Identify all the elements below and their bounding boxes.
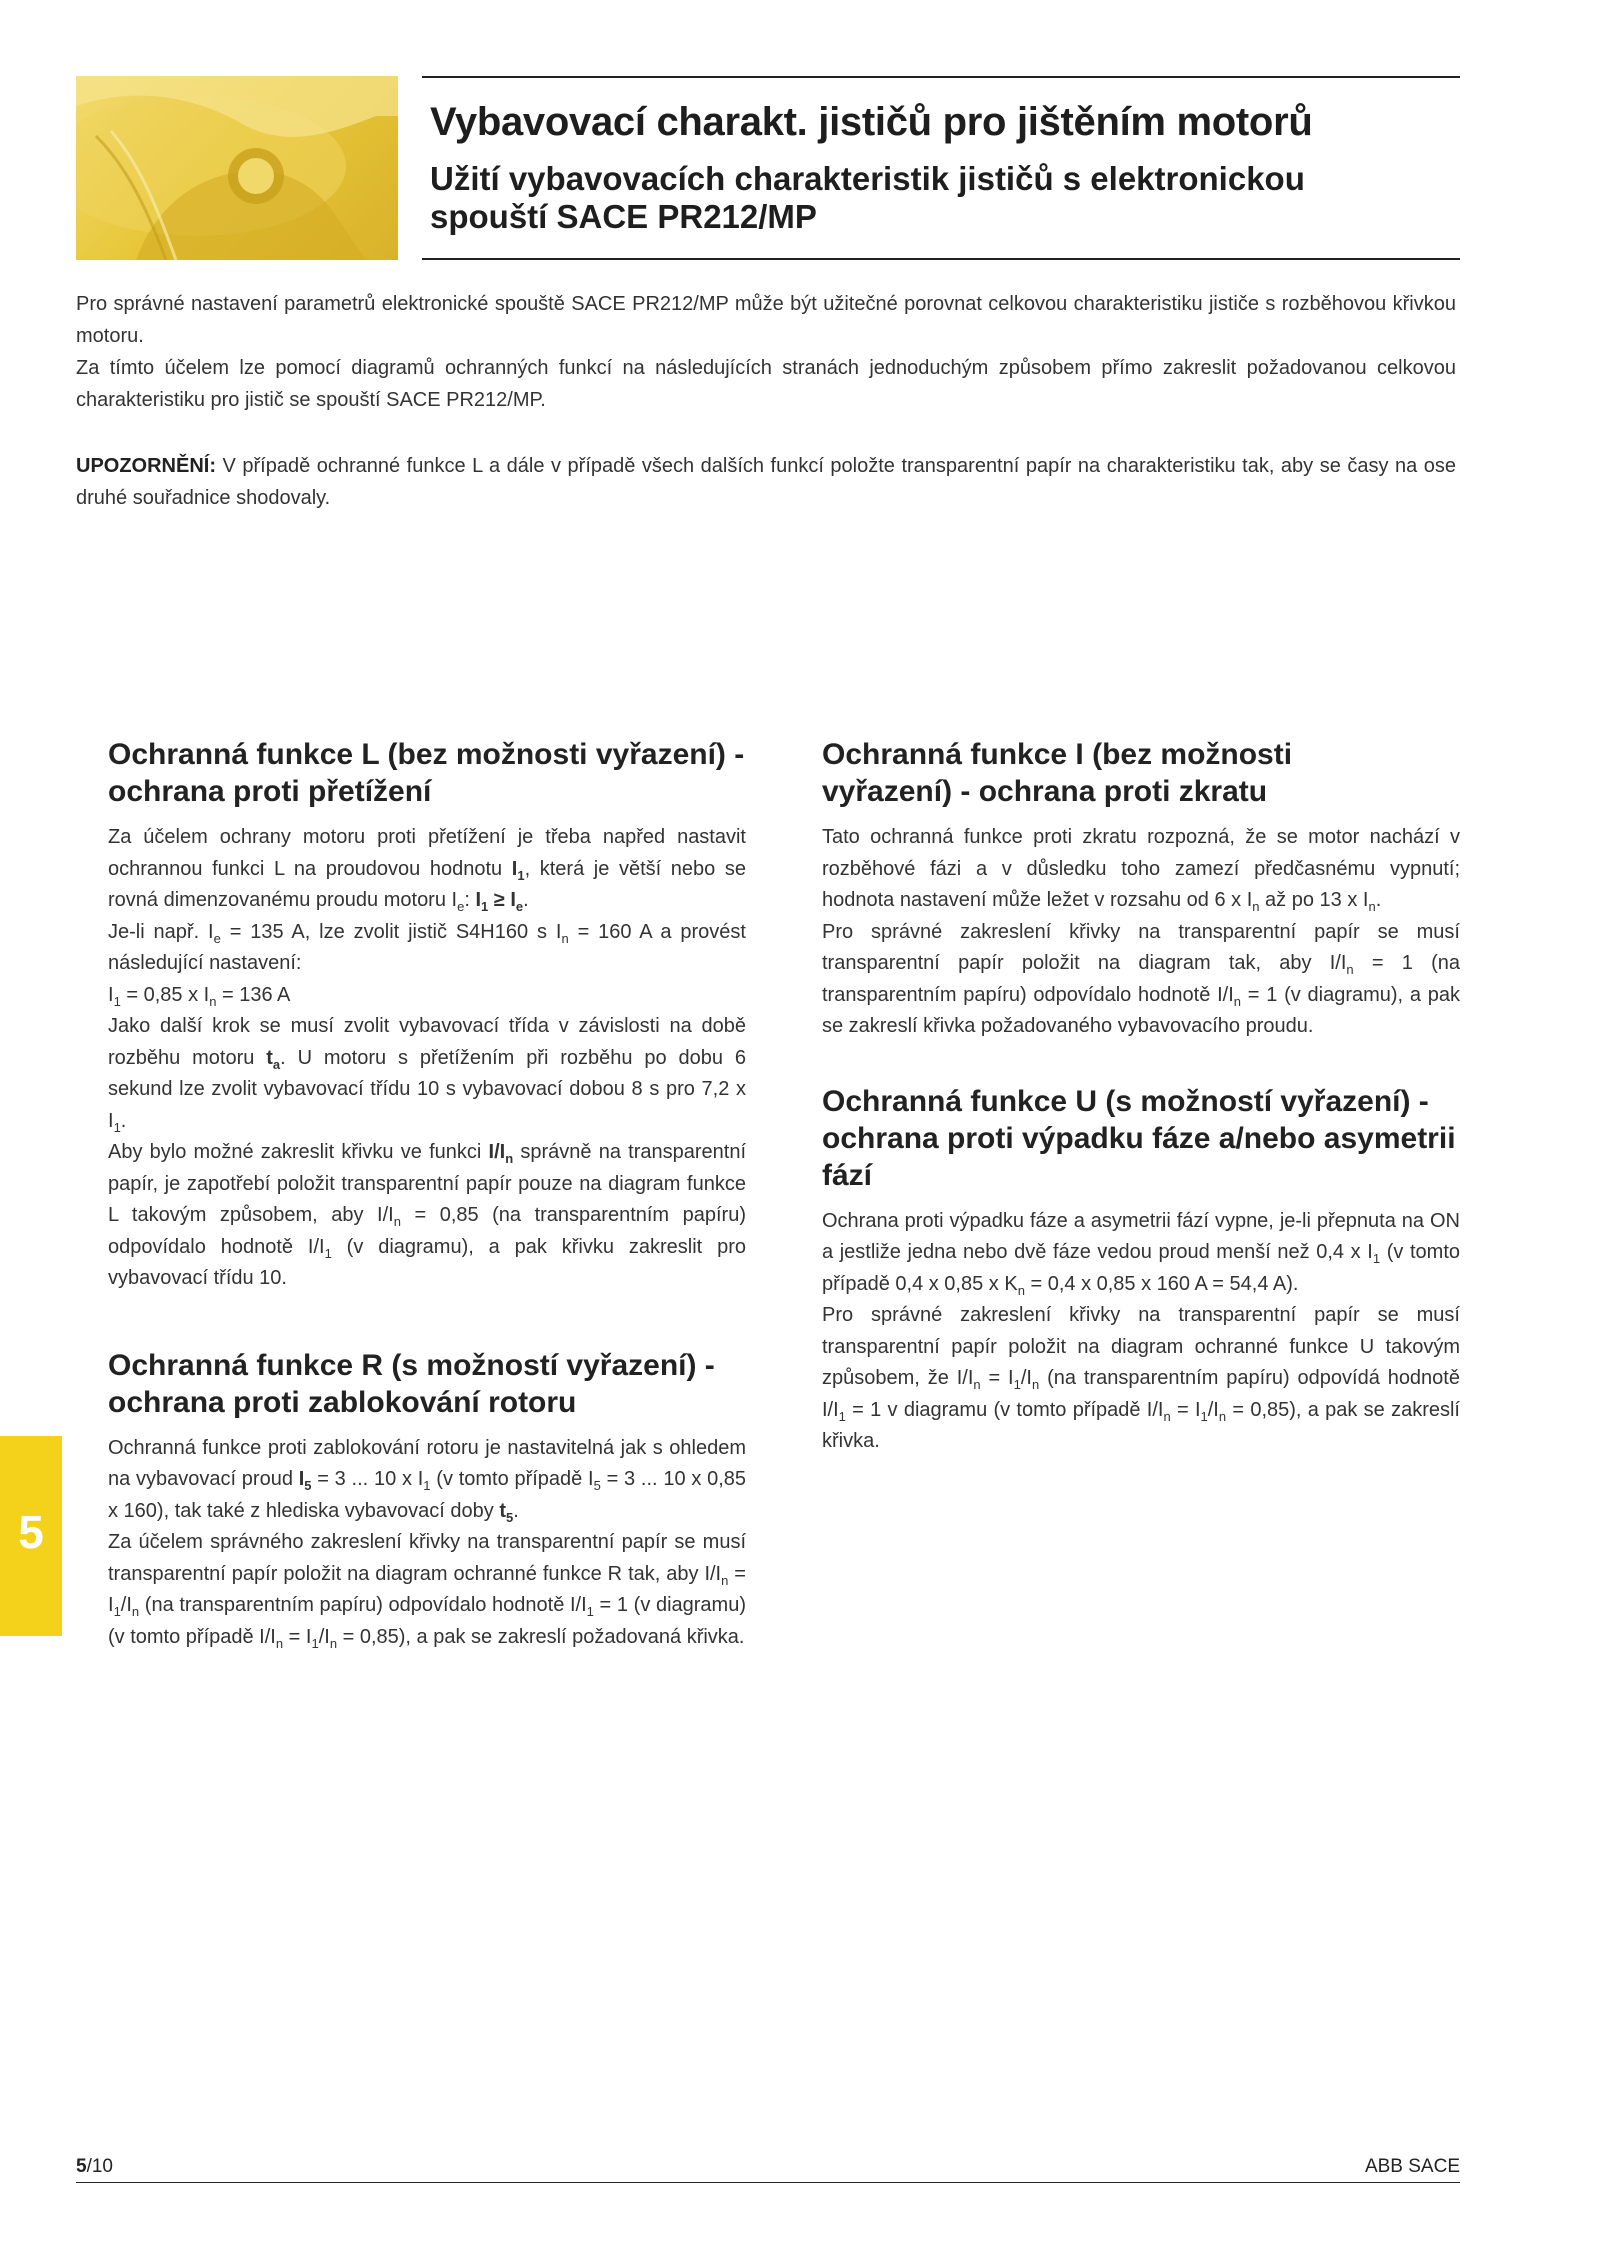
section-l-heading: Ochranná funkce L (bez možnosti vyřazení) - ochrana proti přetížení — [108, 738, 745, 808]
warning-label: UPOZORNĚNÍ: — [76, 455, 216, 477]
left-column — [108, 736, 746, 1653]
section-r-heading: Ochranná funkce R (s možností vyřazení) - ochrana proti zablokování rotoru — [108, 1348, 715, 1419]
section-l-body: Za účelem ochrany motoru proti přetížení je třeba napřed nastavit ochrannou funkci L na proudovou hodnotu $I_1$, která je větší nebo se rovná dimenzovanému proudu motoru $I_e$: $I_1 \ge I_e$. Je-li např. $I_e = 135$ A, lze zvolit jistič S4H160 s $I_n = 160$ A a provést následující nastavení: $I_1 = 0,85$ x $I_n = 136$ A Jako další krok se musí zvolit vybavovací třída v závislosti na době rozběhu motoru $t_a$. U motoru s přetížením při rozběhu po dobu 6 sekund lze zvolit vybavovací třídu 10 s vybavovací dobou 8 s pro 7,2 x $I_1$. Aby bylo možné zakreslit křivku ve funkci $I/I_n$ správně na transparentní papír, je zapotřebí položit transparentní papír pouze na diagram funkce L takovým způsobem, aby $I/I_n = 0,85$ (na transparentním papíru) odpovídalo hodnotě $I/I_1$ (v diagramu), a pak křivku zakreslit pro vybavovací třídu 10. — [108, 826, 747, 1289]
section-u-body: Ochrana proti výpadku fáze a asymetrii fází vypne, je-li přepnuta na ON a jestliže jedna nebo dvě fáze vedou proud menší než 0,4 x $I_1$ (v tomto případě 0,4 x 0,85 x $K_n = 0,4$ x 0,85 x 160 A = 54,4 A). Pro správné zakreslení křivky na transparentní papír se musí transparentní papír položit na diagram ochranné funkce U takovým způsobem, že $I/I_n = I_1/I_n$ (na transparentním papíru) odpovídá hodnotě $I/I_1 = 1$ v diagramu (v tomto případě $I/I_n = I_1/I_n = 0,85$), a pak se zakreslí křivka. — [822, 1209, 1461, 1452]
company-name: ABB SACE — [1364, 2156, 1460, 2177]
chapter-number: 5 — [18, 1506, 44, 1558]
intro-paragraph-1: Pro správné nastavení parametrů elektronické spouště SACE PR212/MP může být užitečné porovnat celkovou charakteristiku jističe s rozběhovou křivkou motoru. — [76, 293, 1456, 347]
section-i-body: Tato ochranná funkce proti zkratu rozpozná, že se motor nachází v rozběhové fázi a v důsledku toho zamezí předčasnému vypnutí; hodnota nastavení může ležet v rozsahu od 6 x $I_n$ až po 13 x $I_n$. Pro správné zakreslení křivky na transparentní papír se musí transparentní papír položit na diagram tak, aby $I/I_n = 1$ (na transparentním papíru) odpovídalo hodnotě $I/I_n = 1$ (v diagramu), a pak se zakreslí křivka požadovaného vybavovacího proudu. — [822, 826, 1460, 1037]
section-u-heading: Ochranná funkce U (s možností vyřazení) - ochrana proti výpadku fáze a/nebo asymetrii fází — [822, 1084, 1456, 1192]
page-number — [76, 2156, 113, 2178]
footer-rule — [76, 2182, 1460, 2183]
section-i-heading: Ochranná funkce I (bez možnosti vyřazení) - ochrana proti zkratu — [822, 738, 1293, 808]
warning-paragraph — [76, 450, 1456, 514]
intro-paragraph-2: Za tímto účelem lze pomocí diagramů ochranných funkcí na následujících stranách jednoduchým způsobem přímo zakreslit požadovanou celkovou charakteristiku pro jistič se spouští SACE PR212/MP. — [76, 357, 1456, 411]
header-photo — [76, 76, 398, 260]
header-rule-top — [422, 76, 1460, 78]
page-subtitle: Užití vybavovacích charakteristik jističů s elektronickou spouští SACE PR212/MP — [430, 160, 1305, 235]
warning-text: V případě ochranné funkce L a dále v případě všech dalších funkcí položte transparentní papír na charakteristiku tak, aby se časy na ose druhé souřadnice shodovaly. — [76, 455, 1456, 509]
page-number-rest: /10 — [86, 2156, 113, 2177]
section-r-body: Ochranná funkce proti zablokování rotoru je nastavitelná jak s ohledem na vybavovací proud $I_5 = 3$ ... 10 x $I_1$ (v tomto případě $I_5 = 3$ ... 10 x 0,85 x 160), tak také z hlediska vybavovací doby $t_5$. Za účelem správného zakreslení křivky na transparentní papír se musí transparentní papír položit na diagram ochranné funkce R tak, aby $I/I_n = I_1/I_n$ (na transparentním papíru) odpovídalo hodnotě $I/I_1 = 1$ (v diagramu) (v tomto případě $I/I_n = I_1/I_n = 0,85$), a pak se zakreslí požadovaná křivka. — [108, 1436, 747, 1651]
right-column — [822, 736, 1460, 1458]
header-rule-bottom — [422, 258, 1460, 260]
page-title: Vybavovací charakt. jističů pro jištěním motorů — [430, 100, 1313, 144]
page-number-bold: 5 — [76, 2156, 87, 2177]
hand-illustration-icon — [76, 76, 398, 260]
